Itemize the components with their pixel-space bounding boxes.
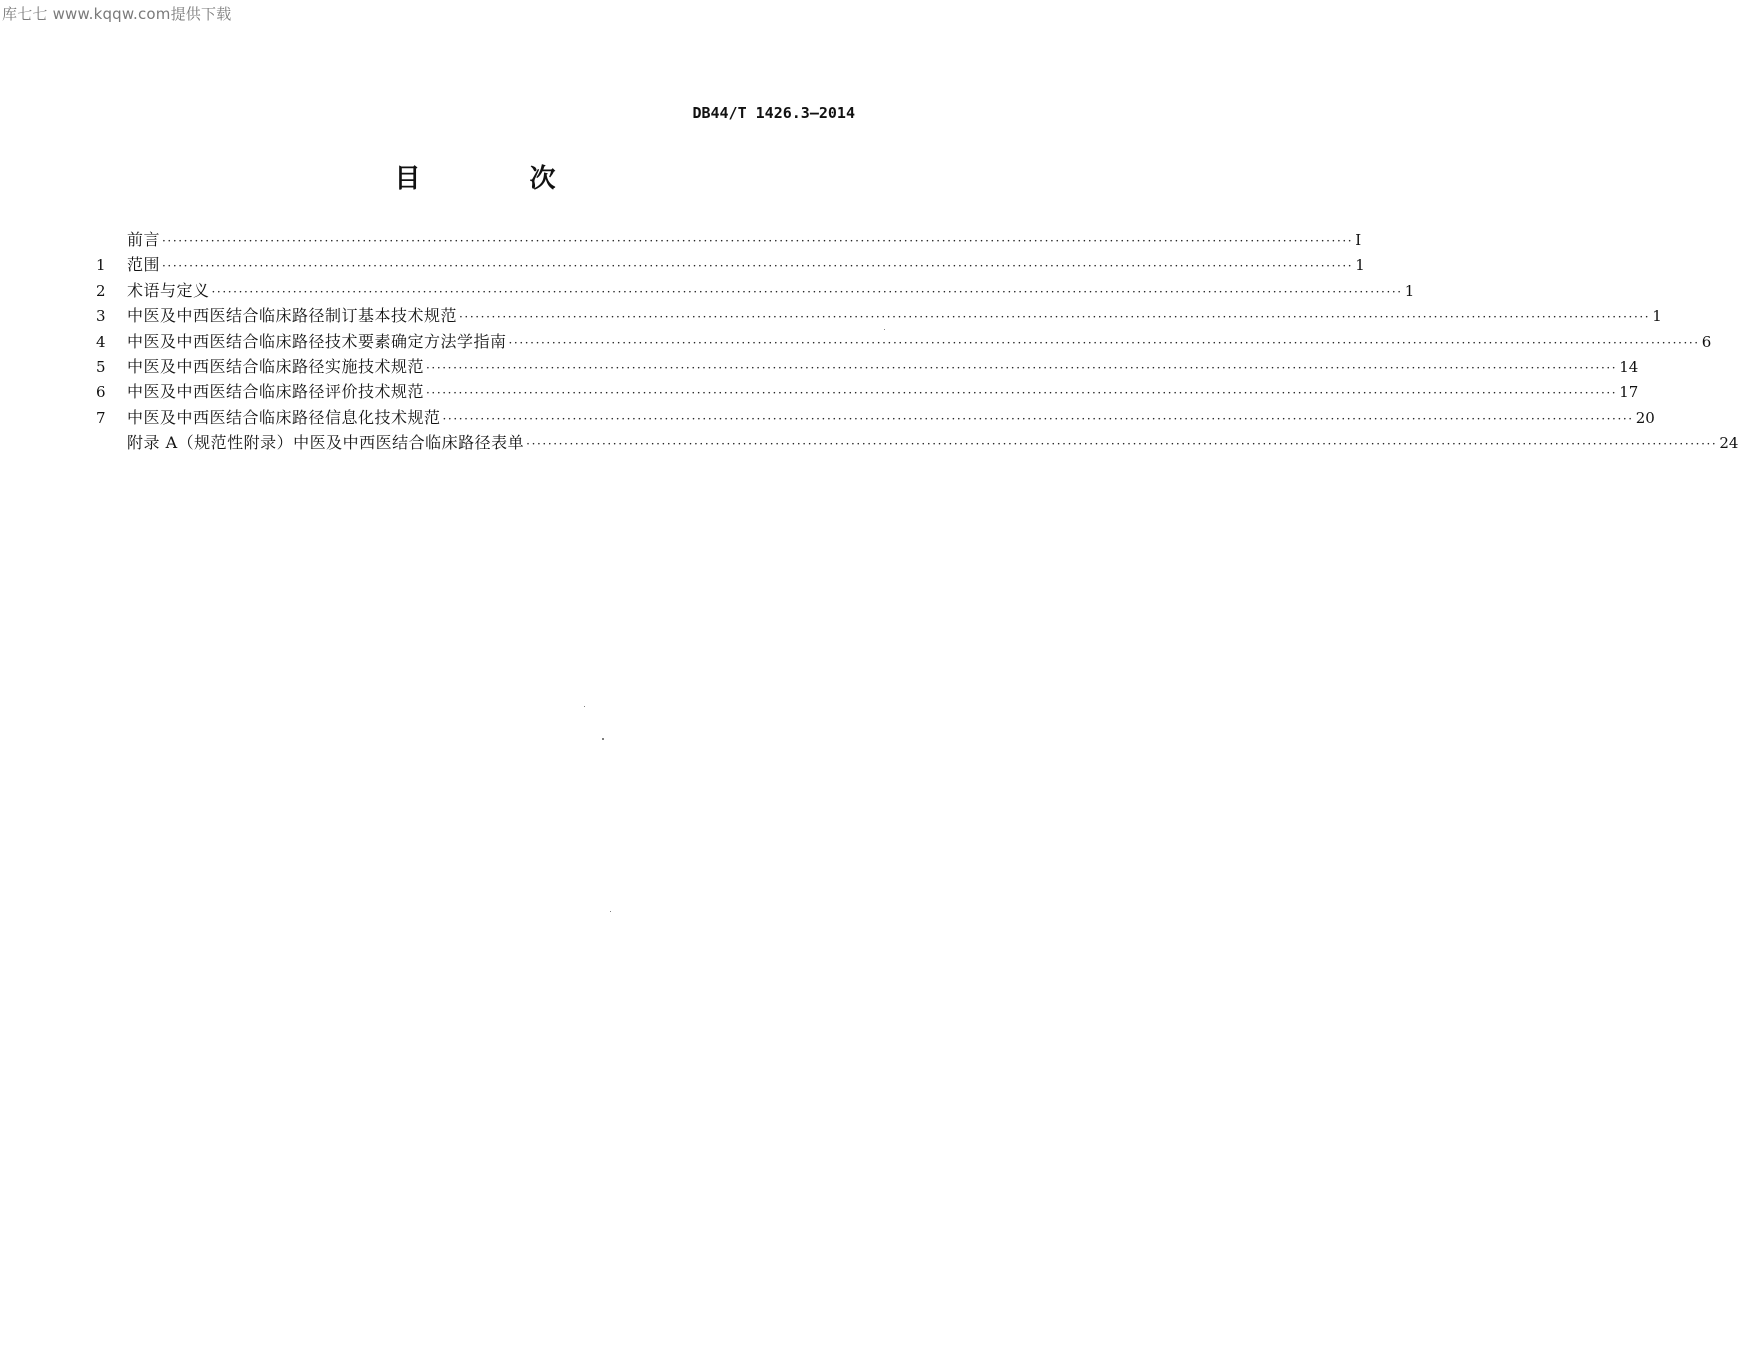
toc-entry-page: 1 — [1355, 256, 1365, 275]
toc-entry-page: 6 — [1701, 332, 1712, 351]
dot-leader: ···························································································································································································································· — [211, 284, 1403, 299]
toc-entry-number: 5 — [96, 357, 106, 376]
toc-entry-foreword[interactable] — [96, 227, 1362, 252]
toc-entry-number: 4 — [96, 332, 106, 351]
toc-entry-title: 中医及中西医结合临床路径评价技术规范 — [127, 382, 425, 402]
dot-leader: ···························································································································································································································· — [162, 259, 1354, 274]
toc-entry-appendix-a[interactable] — [96, 430, 1738, 455]
watermark-text: 库七七 www.kqqw.com提供下载 — [2, 5, 232, 23]
toc-entry-page: 24 — [1719, 434, 1738, 453]
toc-entry-number: 7 — [96, 408, 106, 427]
toc-entry-number: 3 — [96, 307, 106, 326]
toc-entry-section-5[interactable] — [96, 354, 1639, 379]
toc-entry-number: 1 — [96, 256, 106, 275]
toc-entry-scope[interactable] — [96, 252, 1365, 277]
dot-leader: ···························································································································································································································· — [442, 411, 1634, 426]
toc-entry-section-4[interactable] — [96, 329, 1712, 354]
scan-speck — [584, 706, 585, 707]
toc-entry-title: 术语与定义 — [127, 280, 210, 300]
dot-leader: ···························································································································································································································· — [459, 310, 1651, 325]
dot-leader: ···························································································································································································································· — [426, 360, 1618, 375]
toc-entry-section-6[interactable] — [96, 379, 1639, 404]
toc-entry-page: I — [1355, 231, 1362, 249]
toc-entry-number: 2 — [96, 281, 106, 300]
toc-entry-number: 6 — [96, 383, 106, 402]
toc-entry-title: 附录 A（规范性附录）中医及中西医结合临床路径表单 — [127, 433, 525, 453]
toc-entry-title: 中医及中西医结合临床路径制订基本技术规范 — [127, 306, 458, 326]
toc-entry-page: 1 — [1652, 307, 1662, 326]
scan-speck — [610, 911, 611, 912]
toc-entry-page: 20 — [1635, 408, 1655, 427]
scan-speck — [602, 738, 604, 740]
toc-entry-title: 中医及中西医结合临床路径实施技术规范 — [127, 356, 425, 376]
toc-entry-title: 中医及中西医结合临床路径技术要素确定方法学指南 — [127, 331, 507, 351]
dot-leader: ···························································································································································································································· — [162, 234, 1354, 248]
toc-entry-page: 17 — [1619, 383, 1639, 402]
toc-entry-title: 前言 — [127, 230, 161, 249]
table-of-contents — [96, 227, 1738, 456]
toc-entry-section-7[interactable] — [96, 405, 1655, 430]
dot-leader: ···························································································································································································································· — [526, 437, 1718, 452]
toc-entry-page: 14 — [1619, 357, 1639, 376]
toc-entry-title: 范围 — [127, 255, 161, 275]
toc-entry-page: 1 — [1404, 281, 1415, 300]
scan-speck — [884, 329, 885, 330]
dot-leader: ···························································································································································································································· — [508, 335, 1700, 350]
toc-title: 目 次 — [394, 164, 606, 194]
toc-entry-title: 中医及中西医结合临床路径信息化技术规范 — [127, 407, 441, 427]
toc-entry-terms[interactable] — [96, 278, 1415, 303]
dot-leader: ···························································································································································································································· — [426, 386, 1618, 401]
standard-code: DB44/T 1426.3—2014 — [692, 104, 855, 122]
toc-entry-section-3[interactable] — [96, 303, 1662, 328]
